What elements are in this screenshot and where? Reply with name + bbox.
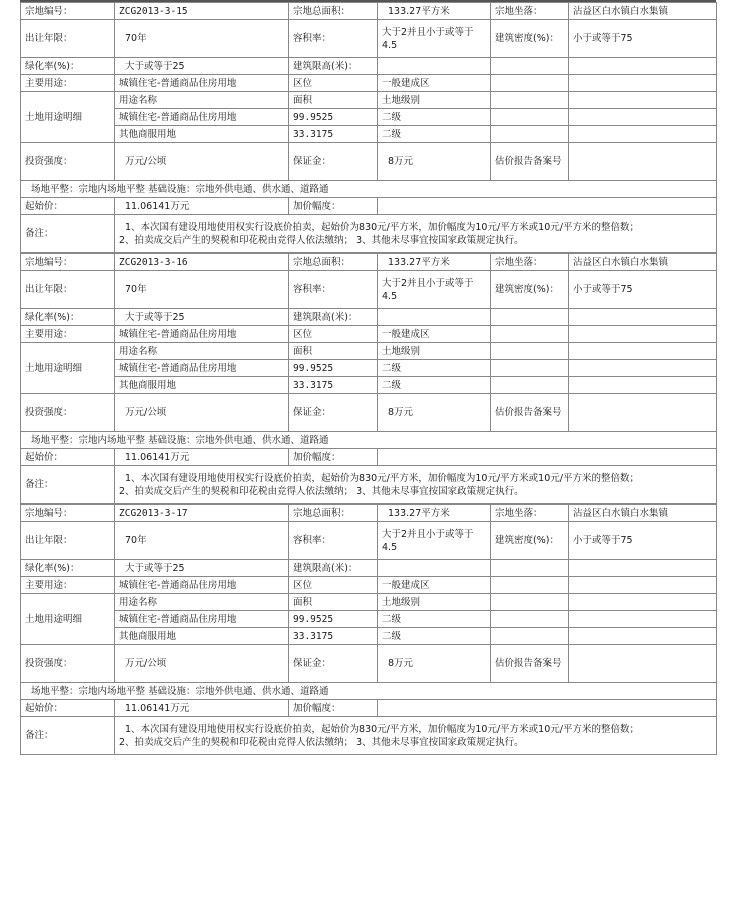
term-label: 出让年限： (21, 20, 115, 58)
site-leveling: 场地平整：宗地内场地平整 基础设施：宗地外供电通、供水通、道路通 (21, 432, 717, 449)
total-area-label: 宗地总面积： (289, 505, 378, 522)
deposit-value: 8万元 (378, 645, 491, 683)
green-rate-label: 绿化率(%)： (21, 58, 115, 75)
use-name-header: 用途名称 (115, 594, 289, 611)
remark-line-1: 1、本次国有建设用地使用权实行设底价拍卖，起始价为830元/平方米，加价幅度为10元/平方米或10元/平方米的整倍数； (125, 723, 639, 735)
remarks-label: 备注： (21, 717, 115, 755)
remark-line-1: 1、本次国有建设用地使用权实行设底价拍卖，起始价为830元/平方米，加价幅度为10元/平方米或10元/平方米的整倍数； (125, 221, 639, 233)
height-limit-label: 建筑限高(米)： (289, 560, 378, 577)
plot-ratio-label: 容积率： (289, 20, 378, 58)
start-price-value: 11.06141万元 (115, 198, 289, 215)
remarks-value (115, 717, 717, 755)
parcel-no-value: ZCG2013-3-17 (115, 505, 289, 522)
remarks-value (115, 215, 717, 253)
investment-value: 万元/公顷 (115, 394, 289, 432)
investment-value: 万元/公顷 (115, 143, 289, 181)
site-leveling: 场地平整：宗地内场地平整 基础设施：宗地外供电通、供水通、道路通 (21, 181, 717, 198)
area-header: 面积 (289, 92, 378, 109)
use-row-area: 99.9525 (289, 109, 378, 126)
height-limit-value (378, 58, 491, 75)
increment-label: 加价幅度： (289, 198, 378, 215)
green-rate-label: 绿化率(%)： (21, 560, 115, 577)
empty-cell (569, 628, 717, 645)
deposit-value: 8万元 (378, 143, 491, 181)
density-label: 建筑密度(%)： (491, 20, 569, 58)
empty-cell (491, 594, 569, 611)
density-label: 建筑密度(%)： (491, 271, 569, 309)
empty-cell (491, 577, 569, 594)
deposit-label: 保证金： (289, 394, 378, 432)
empty-cell (569, 377, 717, 394)
empty-cell (491, 326, 569, 343)
zone-value: 一般建成区 (378, 577, 491, 594)
green-rate-value: 大于或等于25 (115, 309, 289, 326)
appraisal-value (569, 645, 717, 683)
green-rate-label: 绿化率(%)： (21, 309, 115, 326)
empty-cell (491, 126, 569, 143)
investment-label: 投资强度： (21, 143, 115, 181)
start-price-label: 起始价： (21, 700, 115, 717)
zone-label: 区位 (289, 326, 378, 343)
empty-cell (569, 109, 717, 126)
use-row-grade: 二级 (378, 360, 491, 377)
increment-value (378, 198, 717, 215)
use-row-area: 33.3175 (289, 126, 378, 143)
use-row-name: 城镇住宅-普通商品住房用地 (115, 360, 289, 377)
use-row-name: 其他商服用地 (115, 628, 289, 645)
land-grade-header: 土地级别 (378, 343, 491, 360)
empty-cell (491, 58, 569, 75)
term-label: 出让年限： (21, 522, 115, 560)
use-name-header: 用途名称 (115, 92, 289, 109)
deposit-value: 8万元 (378, 394, 491, 432)
increment-label: 加价幅度： (289, 700, 378, 717)
location-label: 宗地坐落： (491, 3, 569, 20)
empty-cell (569, 360, 717, 377)
location-label: 宗地坐落： (491, 254, 569, 271)
green-rate-value: 大于或等于25 (115, 560, 289, 577)
investment-value: 万元/公顷 (115, 645, 289, 683)
use-row-area: 33.3175 (289, 377, 378, 394)
empty-cell (569, 309, 717, 326)
use-detail-label: 土地用途明细 (21, 343, 115, 394)
empty-cell (491, 560, 569, 577)
empty-cell (569, 594, 717, 611)
use-row-area: 99.9525 (289, 360, 378, 377)
term-value: 70年 (115, 271, 289, 309)
start-price-label: 起始价： (21, 198, 115, 215)
site-leveling: 场地平整：宗地内场地平整 基础设施：宗地外供电通、供水通、道路通 (21, 683, 717, 700)
use-row-grade: 二级 (378, 126, 491, 143)
use-detail-label: 土地用途明细 (21, 92, 115, 143)
empty-cell (491, 611, 569, 628)
use-row-area: 99.9525 (289, 611, 378, 628)
appraisal-label: 估价报告备案号 (491, 143, 569, 181)
increment-label: 加价幅度： (289, 449, 378, 466)
use-row-name: 其他商服用地 (115, 126, 289, 143)
main-use-label: 主要用途： (21, 326, 115, 343)
empty-cell (491, 628, 569, 645)
land-grade-header: 土地级别 (378, 594, 491, 611)
density-value: 小于或等于75 (569, 20, 717, 58)
density-value: 小于或等于75 (569, 522, 717, 560)
use-row-area: 33.3175 (289, 628, 378, 645)
parcel-table (20, 2, 717, 253)
empty-cell (491, 343, 569, 360)
main-use-value: 城镇住宅-普通商品住房用地 (115, 326, 289, 343)
empty-cell (491, 309, 569, 326)
remark-line-2: 2、拍卖成交后产生的契税和印花税由竞得人依法缴纳； 3、其他未尽事宜按国家政策规定执行。 (119, 234, 524, 246)
total-area-value: 133.27平方米 (378, 254, 491, 271)
use-row-grade: 二级 (378, 109, 491, 126)
plot-ratio-value: 大于2并且小于或等于4.5 (378, 20, 491, 58)
main-use-value: 城镇住宅-普通商品住房用地 (115, 577, 289, 594)
location-value: 沾益区白水镇白水集镇 (569, 254, 717, 271)
land-grade-header: 土地级别 (378, 92, 491, 109)
main-use-label: 主要用途： (21, 577, 115, 594)
use-detail-label: 土地用途明细 (21, 594, 115, 645)
term-label: 出让年限： (21, 271, 115, 309)
area-header: 面积 (289, 594, 378, 611)
green-rate-value: 大于或等于25 (115, 58, 289, 75)
increment-value (378, 449, 717, 466)
parcel-no-label: 宗地编号： (21, 505, 115, 522)
empty-cell (491, 377, 569, 394)
plot-ratio-value: 大于2并且小于或等于4.5 (378, 271, 491, 309)
remarks-value (115, 466, 717, 504)
plot-ratio-label: 容积率： (289, 522, 378, 560)
main-use-value: 城镇住宅-普通商品住房用地 (115, 75, 289, 92)
appraisal-label: 估价报告备案号 (491, 394, 569, 432)
density-label: 建筑密度(%)： (491, 522, 569, 560)
appraisal-label: 估价报告备案号 (491, 645, 569, 683)
deposit-label: 保证金： (289, 645, 378, 683)
empty-cell (569, 560, 717, 577)
parcel-no-value: ZCG2013-3-15 (115, 3, 289, 20)
empty-cell (569, 343, 717, 360)
height-limit-label: 建筑限高(米)： (289, 58, 378, 75)
empty-cell (491, 109, 569, 126)
use-row-grade: 二级 (378, 628, 491, 645)
use-row-name: 城镇住宅-普通商品住房用地 (115, 611, 289, 628)
height-limit-value (378, 560, 491, 577)
empty-cell (491, 75, 569, 92)
total-area-label: 宗地总面积： (289, 254, 378, 271)
deposit-label: 保证金： (289, 143, 378, 181)
empty-cell (569, 611, 717, 628)
parcel-no-value: ZCG2013-3-16 (115, 254, 289, 271)
area-header: 面积 (289, 343, 378, 360)
investment-label: 投资强度： (21, 645, 115, 683)
plot-ratio-value: 大于2并且小于或等于4.5 (378, 522, 491, 560)
parcel-table (20, 504, 717, 755)
remarks-label: 备注： (21, 215, 115, 253)
parcel-no-label: 宗地编号： (21, 254, 115, 271)
zone-value: 一般建成区 (378, 75, 491, 92)
location-label: 宗地坐落： (491, 505, 569, 522)
term-value: 70年 (115, 20, 289, 58)
height-limit-label: 建筑限高(米)： (289, 309, 378, 326)
parcel-table (20, 253, 717, 504)
parcel-no-label: 宗地编号： (21, 3, 115, 20)
main-use-label: 主要用途： (21, 75, 115, 92)
height-limit-value (378, 309, 491, 326)
start-price-label: 起始价： (21, 449, 115, 466)
remark-line-2: 2、拍卖成交后产生的契税和印花税由竞得人依法缴纳； 3、其他未尽事宜按国家政策规定执行。 (119, 485, 524, 497)
empty-cell (569, 75, 717, 92)
empty-cell (569, 92, 717, 109)
increment-value (378, 700, 717, 717)
use-row-grade: 二级 (378, 611, 491, 628)
plot-ratio-label: 容积率： (289, 271, 378, 309)
remark-line-2: 2、拍卖成交后产生的契税和印花税由竞得人依法缴纳； 3、其他未尽事宜按国家政策规定执行。 (119, 736, 524, 748)
start-price-value: 11.06141万元 (115, 700, 289, 717)
use-name-header: 用途名称 (115, 343, 289, 360)
use-row-name: 城镇住宅-普通商品住房用地 (115, 109, 289, 126)
empty-cell (569, 58, 717, 75)
total-area-label: 宗地总面积： (289, 3, 378, 20)
zone-value: 一般建成区 (378, 326, 491, 343)
use-row-grade: 二级 (378, 377, 491, 394)
appraisal-value (569, 143, 717, 181)
empty-cell (491, 92, 569, 109)
appraisal-value (569, 394, 717, 432)
remarks-label: 备注： (21, 466, 115, 504)
start-price-value: 11.06141万元 (115, 449, 289, 466)
empty-cell (569, 326, 717, 343)
use-row-name: 其他商服用地 (115, 377, 289, 394)
empty-cell (569, 577, 717, 594)
density-value: 小于或等于75 (569, 271, 717, 309)
location-value: 沾益区白水镇白水集镇 (569, 3, 717, 20)
empty-cell (491, 360, 569, 377)
total-area-value: 133.27平方米 (378, 3, 491, 20)
investment-label: 投资强度： (21, 394, 115, 432)
parcel-listing (20, 2, 716, 755)
zone-label: 区位 (289, 75, 378, 92)
remark-line-1: 1、本次国有建设用地使用权实行设底价拍卖，起始价为830元/平方米，加价幅度为10元/平方米或10元/平方米的整倍数； (125, 472, 639, 484)
zone-label: 区位 (289, 577, 378, 594)
empty-cell (569, 126, 717, 143)
total-area-value: 133.27平方米 (378, 505, 491, 522)
location-value: 沾益区白水镇白水集镇 (569, 505, 717, 522)
term-value: 70年 (115, 522, 289, 560)
